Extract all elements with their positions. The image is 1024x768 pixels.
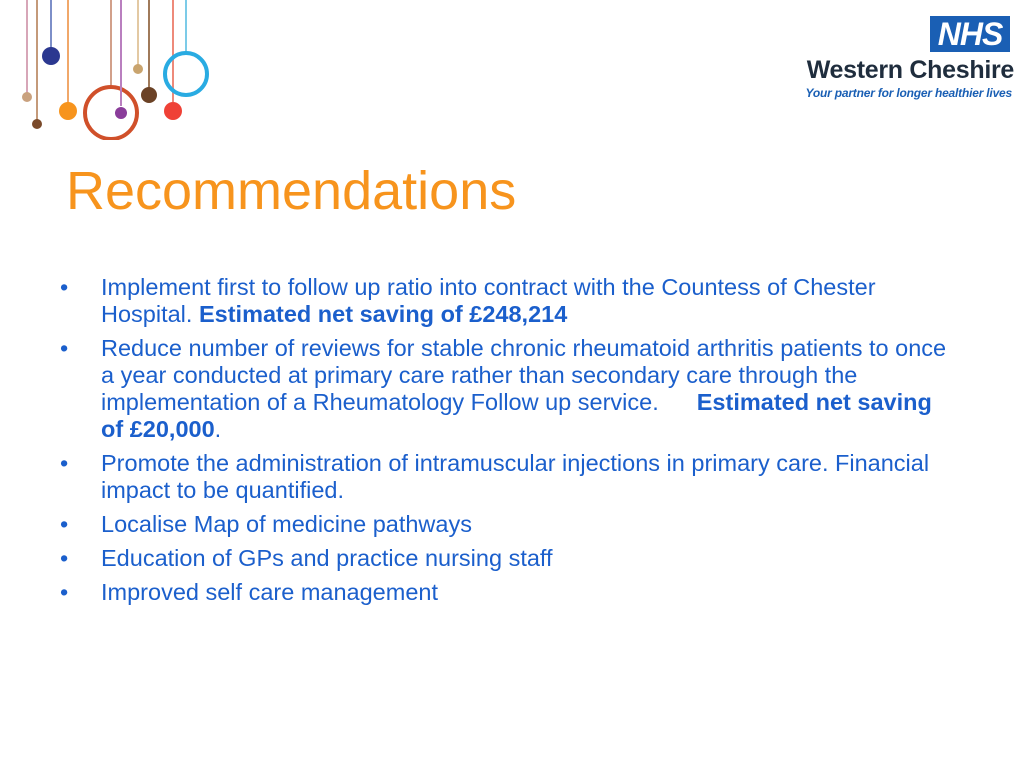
- item-text: Implement first to follow up ratio into contract with the Countess of Chester Hospital.: [101, 274, 876, 327]
- organisation-name: Western Cheshire: [806, 56, 1014, 84]
- item-text: Improved self care management: [101, 579, 438, 605]
- list-item: [58, 335, 958, 443]
- slide-title: Recommendations: [66, 161, 517, 221]
- nhs-badge: NHS: [930, 16, 1010, 52]
- list-item: [58, 545, 958, 572]
- item-text: Localise Map of medicine pathways: [101, 511, 472, 537]
- item-saving: Estimated net saving of £20,000: [101, 389, 932, 442]
- list-item: [58, 450, 958, 504]
- organisation-tagline: Your partner for longer healthier lives: [805, 86, 1012, 100]
- bullet-glyph: •: [60, 545, 69, 571]
- item-suffix: .: [214, 416, 222, 442]
- decorative-hanging-circles: [0, 0, 230, 140]
- bullet-glyph: •: [60, 450, 69, 476]
- item-text: Reduce number of reviews for stable chronic rheumatoid arthritis patients to once a year conducted at primary care rather than secondary care through the implementation of a Rheumatology Follow up service.: [101, 335, 947, 415]
- item-saving: Estimated net saving of £248,214: [198, 301, 568, 327]
- list-item: [58, 511, 958, 538]
- nhs-western-cheshire-logo: [784, 16, 1016, 106]
- bullet-glyph: •: [60, 511, 69, 537]
- list-item: [58, 579, 958, 606]
- bullet-glyph: •: [60, 274, 69, 300]
- item-text: Promote the administration of intramuscular injections in primary care. Financial impact to be quantified.: [101, 450, 930, 503]
- bullet-glyph: •: [60, 335, 69, 361]
- list-item: [58, 274, 958, 328]
- item-text: Education of GPs and practice nursing staff: [101, 545, 553, 571]
- bullet-glyph: •: [60, 579, 69, 605]
- recommendations-list: [58, 274, 958, 613]
